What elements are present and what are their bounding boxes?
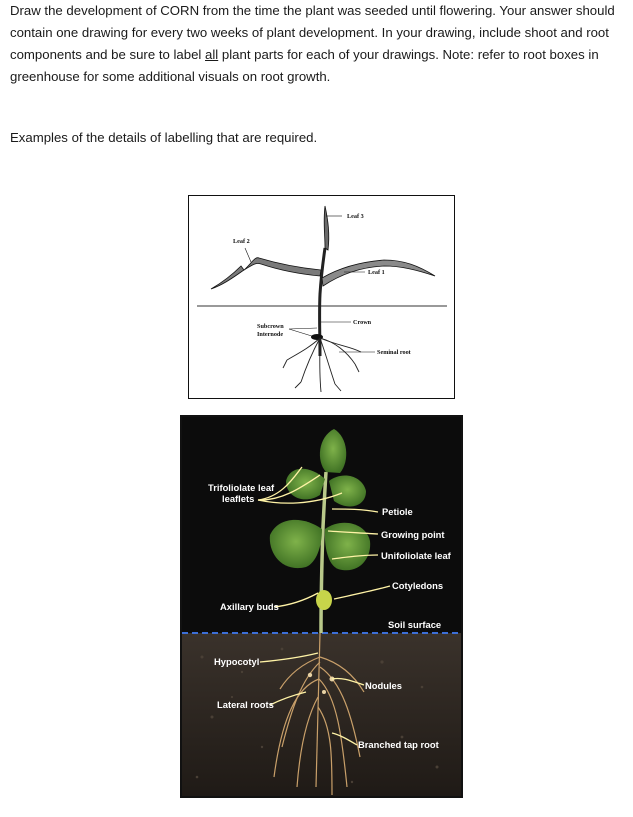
label-leaf-1: Leaf 1 <box>368 269 385 276</box>
corn-leaf-2 <box>244 258 321 276</box>
cotyledon <box>316 590 332 610</box>
label-growing-point: Growing point <box>381 529 445 540</box>
corn-seed <box>311 334 323 340</box>
label-crown: Crown <box>353 319 372 326</box>
soybean-seedling-figure <box>180 415 463 798</box>
corn-seedling-figure <box>188 195 455 399</box>
label-leaflets: leaflets <box>222 493 255 504</box>
label-subcrown: Subcrown <box>257 323 284 330</box>
label-cotyledons: Cotyledons <box>392 580 444 591</box>
corn-diagram <box>189 196 454 398</box>
label-hypocotyl: Hypocotyl <box>214 656 260 667</box>
instructions-emphasis: all <box>205 47 219 62</box>
label-petiole: Petiole <box>382 506 413 517</box>
label-seminal-root: Seminal root <box>377 349 411 356</box>
label-nodules: Nodules <box>365 680 402 691</box>
label-unifoliolate-leaf: Unifoliolate leaf <box>381 550 451 561</box>
instructions-paragraph <box>10 0 630 88</box>
label-axillary-buds: Axillary buds <box>220 601 279 612</box>
label-soil-surface: Soil surface <box>388 619 442 630</box>
corn-leaf-2-tip <box>211 266 244 289</box>
label-internode: Internode <box>257 331 284 338</box>
label-lateral-roots: Lateral roots <box>217 699 274 710</box>
label-trifoliolate-leaf: Trifoliolate leaf <box>208 482 275 493</box>
label-leaf-3: Leaf 3 <box>347 213 364 220</box>
instructions-text-part1: Draw the development of CORN from the time the plant was seeded until flowering. Your answer should contain one drawing for every two weeks of plant development. In your drawing, include shoot and root components and be sure to label <box>10 3 615 62</box>
label-leaf-2: Leaf 2 <box>233 238 250 245</box>
soybean-diagram <box>182 417 461 796</box>
corn-leaf-3 <box>324 206 329 250</box>
instructions-text-part2: plant parts for each of your drawings. Note: refer to root boxes in greenhouse for some additional visuals on root growth. <box>10 47 599 84</box>
label-branched-tap-root: Branched tap root <box>358 739 439 750</box>
examples-note: Examples of the details of labelling that are required. <box>10 130 318 145</box>
corn-roots <box>283 338 361 392</box>
